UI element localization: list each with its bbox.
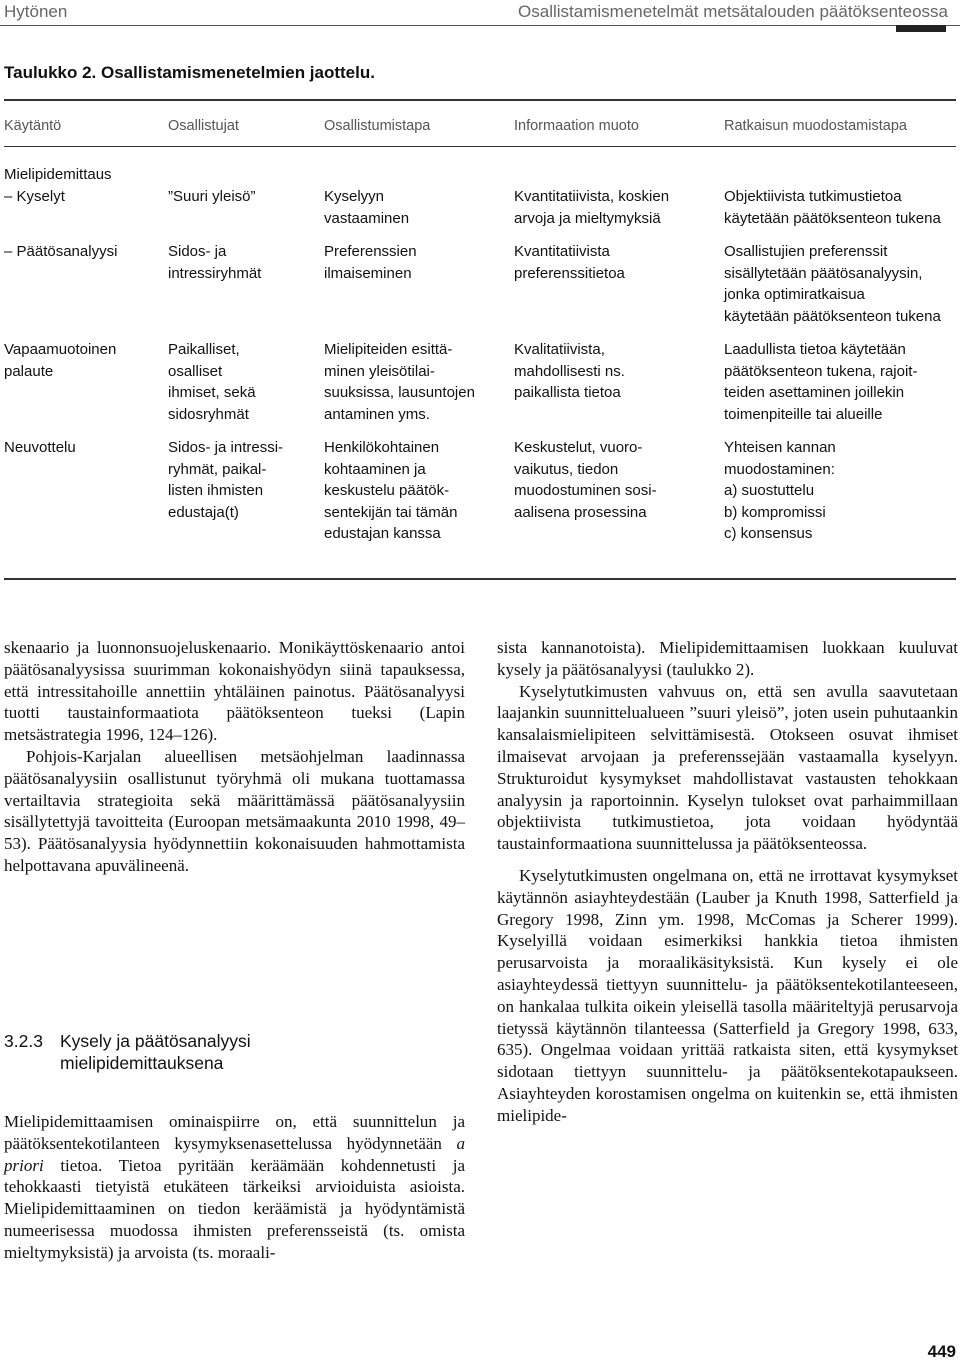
paragraph: skenaario ja luonnonsuojeluskenaario. Monikäyttöskenaario antoi päätösanalyysissa suurimman kokonaishyödyn siinä tapauksessa, että intressitahoille annettiin yhtäläinen painotus. Päätösanalyysi tuotti taustainformaatiota päätöksenteon tueksi (Lapin metsästrategia 1996, 124–126).	[4, 638, 465, 745]
table-cell: Henkilökohtainen kohtaaminen ja keskustelu päätök- sentekijän tai tämän edustajan kanssa	[324, 439, 458, 542]
table-cell: Osallistujien preferenssit sisällytetään päätösanalyysin, jonka optimiratkaisua käytetään päätöksenteon tukena	[724, 243, 941, 325]
col-header-participation-mode: Osallistumistapa	[324, 118, 431, 134]
section-heading	[4, 1030, 251, 1074]
table-cell: Keskustelut, vuoro- vaikutus, tiedon muodostuminen sosi- aalisena prosessina	[514, 439, 657, 521]
paragraph: sista kannanotoista). Mielipidemittaamisen luokkaan kuuluvat kysely ja päätösanalyysi (taulukko 2).	[497, 638, 958, 679]
table-cell: Kvantitatiivista, koskien arvoja ja mieltymyksiä	[514, 188, 670, 227]
section-title-line: Kysely ja päätösanalyysi	[60, 1031, 251, 1051]
table-cell: Vapaamuotoinen palaute	[4, 341, 117, 380]
header-marker	[896, 25, 946, 32]
header-rule	[0, 25, 960, 26]
table-cell: – Päätösanalyysi	[4, 243, 118, 260]
table-cell: Sidos- ja intressi- ryhmät, paikal- listen ihmisten edustaja(t)	[168, 439, 284, 521]
table-cell: Sidos- ja intressiryhmät	[168, 243, 262, 282]
col-header-information-form: Informaation muoto	[514, 118, 639, 134]
table-cell: Objektiivista tutkimustietoa käytetään päätöksenteon tukena	[724, 188, 941, 227]
table-cell: Kvalitatiivista, mahdollisesti ns. paikallista tietoa	[514, 341, 625, 401]
table-caption: Taulukko 2. Osallistamismenetelmien jaottelu.	[4, 63, 375, 82]
col-header-participants: Osallistujat	[168, 118, 239, 134]
table-group-label: Mielipidemittaus	[4, 166, 112, 183]
section-number: 3.2.3	[4, 1031, 43, 1051]
table-cell: Laadullista tietoa käytetään päätöksenteon tukena, rajoit- teiden asettaminen joillekin toimenpiteille tai alueille	[724, 341, 918, 423]
italic-term: a priori	[4, 1133, 465, 1175]
table-cell: ”Suuri yleisö”	[168, 188, 256, 205]
table-top-rule	[4, 99, 956, 101]
col-header-decision-mode: Ratkaisun muodostamistapa	[724, 118, 907, 134]
header-author: Hytönen	[4, 2, 68, 21]
paragraph: Mielipidemittaamisen ominaispiirre on, että suunnittelun ja päätöksentekotilanteen kysymyksenasettelussa hyödynnetään a priori tietoa. Tietoa pyritään keräämään kohdennetusti ja tehokkaasti tietyistä etukäteen tärkeiksi arvioiduista asioista. Mielipidemittaaminen on tiedon keräämistä ja hyödyntämistä numeerisessa muodossa ihmisten preferensseistä (ts. omista mieltymyksistä) ja arvoista (ts. moraali-	[4, 1112, 465, 1262]
running-header	[0, 0, 960, 24]
left-column-text-2	[4, 1111, 465, 1264]
table-cell: Paikalliset, osalliset ihmiset, sekä sidosryhmät	[168, 341, 256, 423]
col-header-practice: Käytäntö	[4, 118, 62, 134]
left-column-text	[4, 637, 465, 877]
table-header-rule	[4, 146, 956, 147]
table-bottom-rule	[4, 578, 956, 580]
paragraph: Pohjois-Karjalan alueellisen metsäohjelman laadinnassa päätösanalyysiin osallistunut työryhmä oli mukana tuottamassa vertailtavia strategioita sekä määrittämässä päätösanalyysiin sisällytettyjä tavoitteita (Euroopan metsämaakunta 2010 1998, 49–53). Päätösanalyysia hyödynnettiin kokonaisuuden hahmottamista helpottavana apuvälineenä.	[4, 746, 465, 875]
table-cell: Preferenssien ilmaiseminen	[324, 243, 417, 282]
header-title: Osallistamismenetelmät metsätalouden päätöksenteossa	[518, 2, 948, 21]
paragraph: Kyselytutkimusten vahvuus on, että sen avulla saavutetaan laajankin suunnittelualueen ”suuri yleisö”, joten usein puhutaankin kansalaismielipiteen selvittämisestä. Otokseen osuvat ihmiset ilmaisevat arvojaan ja preferenssejään vastaamalla kyselyyn. Strukturoidut kysymykset mahdollistavat vastausten tehokkaan analyysin ja raportoinnin. Kyselyn tulokset ovat parhaimmillaan objektiivista tutkimustietoa, jota voidaan hyödyntää taustainformaationa suunnittelussa ja päätöksenteossa.	[497, 681, 958, 854]
table-cell: Kyselyyn vastaaminen	[324, 188, 410, 227]
table-cell: Neuvottelu	[4, 439, 76, 456]
section-title-line: mielipidemittauksena	[60, 1053, 224, 1073]
right-column-text	[497, 637, 958, 1127]
table-cell: Yhteisen kannan muodostaminen: a) suostuttelu b) kompromissi c) konsensus	[724, 439, 836, 542]
paragraph: Kyselytutkimusten ongelmana on, että ne irrottavat kysymykset käytännön asiayhteydestään (Lauber ja Knuth 1998, Satterfield ja Gregory 1998, Zinn ym. 1998, McComas ja Scherer 1999). Kyselyillä voidaan esimerkiksi hankkia tietoa ihmisten perusarvoista ja moraalikäsityksistä. Kun kysely ei ole asiayhteydessä tiettyyn suunnittelu- ja päätöksentekotilanteeseen, on hankalaa tulkita oikein yleisellä tasolla määriteltyjä perusarvoja tietyssä käytännön tilanteessa (Satterfield ja Gregory 1998, 633, 635). Ongelmaa voidaan yrittää ratkaista siten, että kysymykset sidotaan tiettyyn suunnittelu- ja päätöksentekotapaukseen. Asiayhteyden korostamisen ongelma on kuitenkin se, että ihmisten mielipide-	[497, 865, 958, 1125]
table-cell: Mielipiteiden esittä- minen yleisötilai- suuksissa, lausuntojen antaminen yms.	[324, 341, 475, 423]
page-number: 449	[927, 1342, 956, 1361]
table-cell: – Kyselyt	[4, 188, 65, 205]
table-cell: Kvantitatiivista preferenssitietoa	[514, 243, 625, 282]
